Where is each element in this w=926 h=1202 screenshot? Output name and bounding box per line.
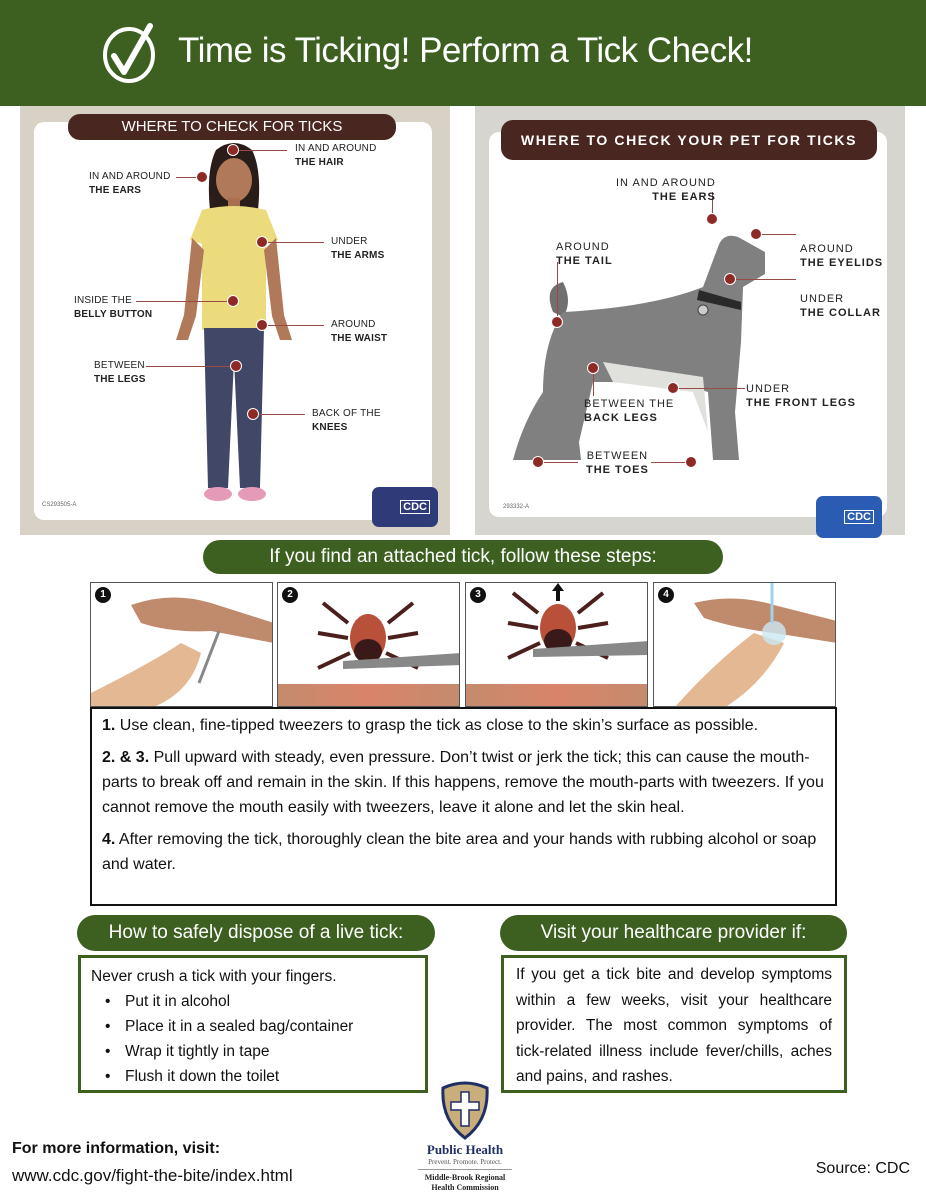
leader-line [239,150,287,151]
label-front-legs: UNDER THE FRONT LEGS [746,383,856,409]
washing-hands-illustration [654,583,836,707]
public-health-logo [410,1080,520,1193]
dispose-list [91,989,415,1089]
source-credit: Source: CDC [815,1160,910,1177]
label-ears: IN AND AROUND THE EARS [616,177,716,203]
step-number-badge: 3 [470,587,486,603]
step-number-badge: 1 [95,587,111,603]
provider-heading: Visit your healthcare provider if: [500,915,847,951]
leader-line [268,242,324,243]
label-toes: BETWEEN THE TOES [586,450,649,476]
leader-line [176,177,196,178]
skin-area [278,684,459,706]
pin-eyelids [750,228,762,240]
label-knees: BACK OF THE KNEES [312,408,381,433]
dispose-intro: Never crush a tick with your fingers. [91,968,337,985]
leader-line [259,414,305,415]
leader-line [544,462,578,463]
cdc-logo: CDC [372,487,438,527]
dispose-box [78,955,428,1093]
step-image-4 [653,582,836,707]
leader-line [593,374,594,396]
pet-tick-check-panel [475,106,905,535]
logo-tagline: Prevent. Promote. Protect. [418,1158,512,1170]
pet-banner: WHERE TO CHECK YOUR PET FOR TICKS [501,120,877,160]
label-collar: UNDER THE COLLAR [800,293,881,319]
leader-line [146,366,230,367]
page-header [0,0,926,106]
leader-line [679,388,745,389]
figure-code: CS293505-A [42,502,77,508]
people-banner: WHERE TO CHECK FOR TICKS [68,114,396,140]
step-image-3 [465,582,648,707]
leader-line [736,279,796,280]
pin-front-legs [667,382,679,394]
more-info-label: For more information, visit: [12,1140,221,1157]
dispose-item: • Put it in alcohol [105,989,415,1014]
more-info-link[interactable]: www.cdc.gov/fight-the-bite/index.html [12,1166,293,1185]
step-4-text: 4. After removing the tick, thoroughly clean the bite area and your hands with rubbing alcohol or soap and water. [102,831,817,873]
step-number-badge: 4 [658,587,674,603]
label-back-legs: BETWEEN THE BACK LEGS [584,398,675,424]
label-eyelids: AROUND THE EYELIDS [800,243,884,269]
people-card [34,122,432,520]
step-1-text: 1. Use clean, fine-tipped tweezers to grasp the tick as close to the skin’s surface as possible. [102,717,759,734]
pin-ears [196,171,208,183]
provider-text: If you get a tick bite and develop symptoms within a few weeks, visit your healthcare provider. The most common symptoms of tick-related illness include fever/chills, aches and pains, and rashes. [516,966,832,1085]
steps-heading: If you find an attached tick, follow these steps: [203,540,723,574]
pin-toes-front [685,456,697,468]
step-2-3-text: 2. & 3. Pull upward with steady, even pressure. Don’t twist or jerk the tick; this can cause the mouth-parts to break off and remain in the skin. If this happens, remove the mouth-parts with tweezers. If you cannot remove the mouth easily with tweezers, leave it alone and let the skin heal. [102,749,824,816]
leader-line [651,462,685,463]
pin-legs [230,360,242,372]
pin-belly-button [227,295,239,307]
pin-ears [706,213,718,225]
cdc-logo: CDC [816,496,882,538]
step-image-2 [277,582,460,707]
pin-waist [256,319,268,331]
label-ears: IN AND AROUND THE EARS [89,171,171,196]
leader-line [557,262,558,316]
dispose-item: • Flush it down the toilet [105,1064,415,1089]
pin-tail [551,316,563,328]
leader-line [762,234,796,235]
provider-box [501,955,847,1093]
steps-instructions [90,707,837,906]
page-title: Time is Ticking! Perform a Tick Check! [178,31,753,70]
label-waist: AROUND THE WAIST [331,319,388,344]
shield-cross-icon [439,1080,491,1140]
people-tick-check-panel [20,106,450,535]
skin-area [466,684,647,706]
pin-toes-back [532,456,544,468]
label-legs: BETWEEN THE LEGS [94,360,146,385]
dispose-heading: How to safely dispose of a live tick: [77,915,435,951]
label-tail: AROUND THE TAIL [556,241,613,267]
dispose-item: • Wrap it tightly in tape [105,1039,415,1064]
logo-name: Public Health [426,1142,504,1157]
label-arms: UNDER THE ARMS [331,236,385,261]
label-hair: IN AND AROUND THE HAIR [295,143,377,168]
pet-card [489,132,887,523]
pin-knees [247,408,259,420]
dispose-item: • Place it in a sealed bag/container [105,1014,415,1039]
check-circle-icon [100,22,162,84]
tweezers-hand-illustration [91,583,273,707]
step-image-1 [90,582,273,707]
figure-code: 293332-A [503,504,530,510]
step-number-badge: 2 [282,587,298,603]
pin-collar [724,273,736,285]
leader-line [268,325,324,326]
pin-arms [256,236,268,248]
logo-org: Middle-Brook Regional Health Commission [424,1173,506,1192]
pin-hair [227,144,239,156]
label-belly-button: INSIDE THE BELLY BUTTON [74,295,153,320]
pin-back-legs [587,362,599,374]
